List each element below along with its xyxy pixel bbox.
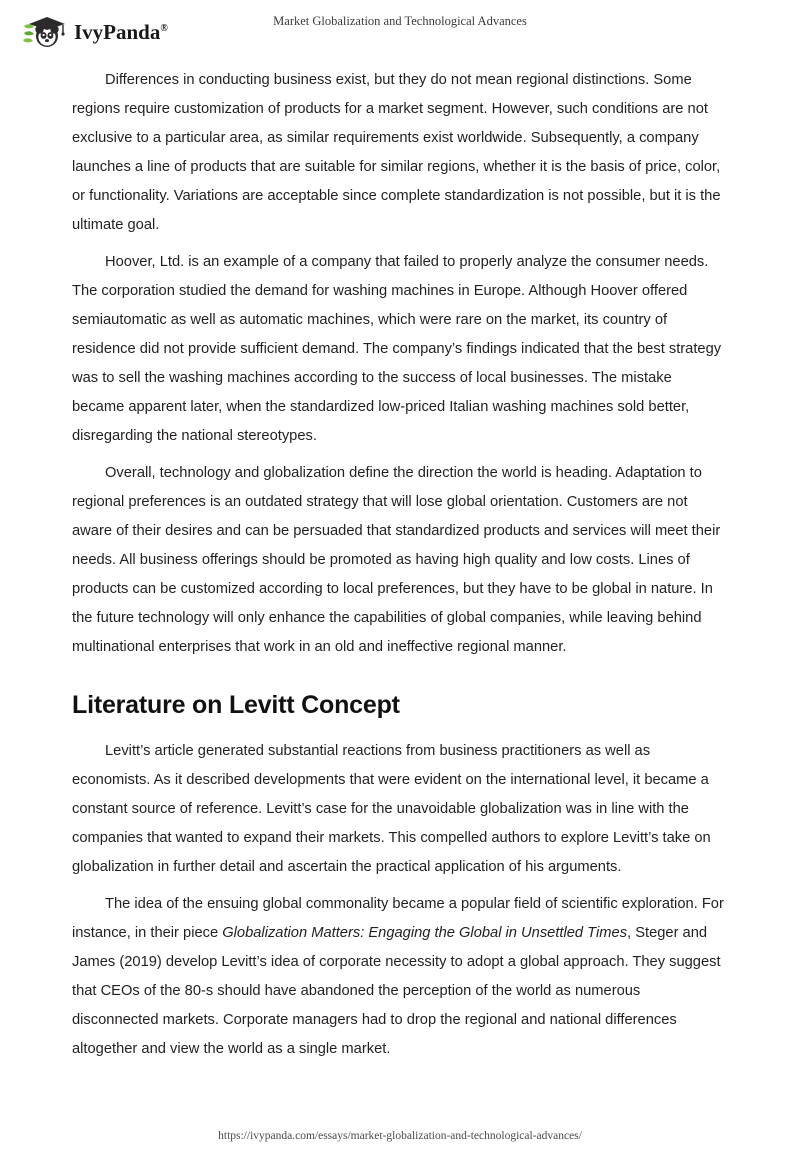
registered-mark: ® <box>160 22 168 34</box>
paragraph-text-part2: , Steger and James (2019) develop Levitt’s idea of corporate necessity to adopt a global approach. They suggest that CEOs of the 80-s should have abandoned the perception of the world as numerous disconnected markets. Corporate managers had to drop the regional and national differences altogether and view the world as a single market. <box>72 925 721 1057</box>
page-header <box>0 0 800 62</box>
page-footer <box>0 1130 800 1142</box>
paragraph-text-part1: The idea of the ensuing global commonality became a popular field of scientific exploration. For instance, in their piece <box>72 896 724 941</box>
paragraph: Levitt’s article generated substantial reactions from business practitioners as well as economists. As it described developments that were evident on the international level, it became a constant source of reference. Levitt’s case for the unavoidable globalization was in line with the companies that wanted to expand their markets. This compelled authors to explore Levitt’s take on globalization in further detail and ascertain the practical application of his arguments. <box>72 743 711 875</box>
paragraph: Hoover, Ltd. is an example of a company that failed to properly analyze the consumer needs. The corporation studied the demand for washing machines in Europe. Although Hoover offered semiautomatic as well as automatic machines, which were rare on the market, its country of residence did not provide sufficient demand. The company’s findings indicated that the best strategy was to sell the washing machines according to the success of local businesses. The mistake became apparent later, when the standardized low-priced Italian washing machines sold better, disregarding the national stereotypes. <box>72 254 722 444</box>
brand-name: IvyPanda® <box>74 19 168 44</box>
paragraph: Overall, technology and globalization define the direction the world is heading. Adaptation to regional preferences is an outdated strategy that will lose global orientation. Customers are not aware of their desires and can be persuaded that standardized products and services will meet their needs. All business offerings should be promoted as having high quality and low costs. Lines of products can be customized according to local preferences, but they have to be global in nature. In the future technology will only enhance the capabilities of global companies, while leaving behind multinational enterprises that work in an old and ineffective regional manner. <box>72 465 721 655</box>
paragraph-with-citation <box>72 890 724 1064</box>
document-title: Market Globalization and Technological Advances <box>273 14 527 28</box>
paragraph: Differences in conducting business exist, but they do not mean regional distinctions. Some regions require customization of products for a market segment. However, such conditions are not exclusive to a particular area, as similar requirements exist worldwide. Subsequently, a company launches a line of products that are suitable for similar regions, whether it is the basis of price, color, or functionality. Variations are acceptable since complete standardization is not possible, but it is the ultimate goal. <box>72 72 721 233</box>
section-heading: Literature on Levitt Concept <box>72 691 400 719</box>
source-url[interactable]: https://ivypanda.com/essays/market-globalization-and-technological-advances/ <box>218 1130 582 1142</box>
document-body <box>72 66 724 1072</box>
book-title-italic: Globalization Matters: Engaging the Global in Unsettled Times <box>222 925 628 941</box>
